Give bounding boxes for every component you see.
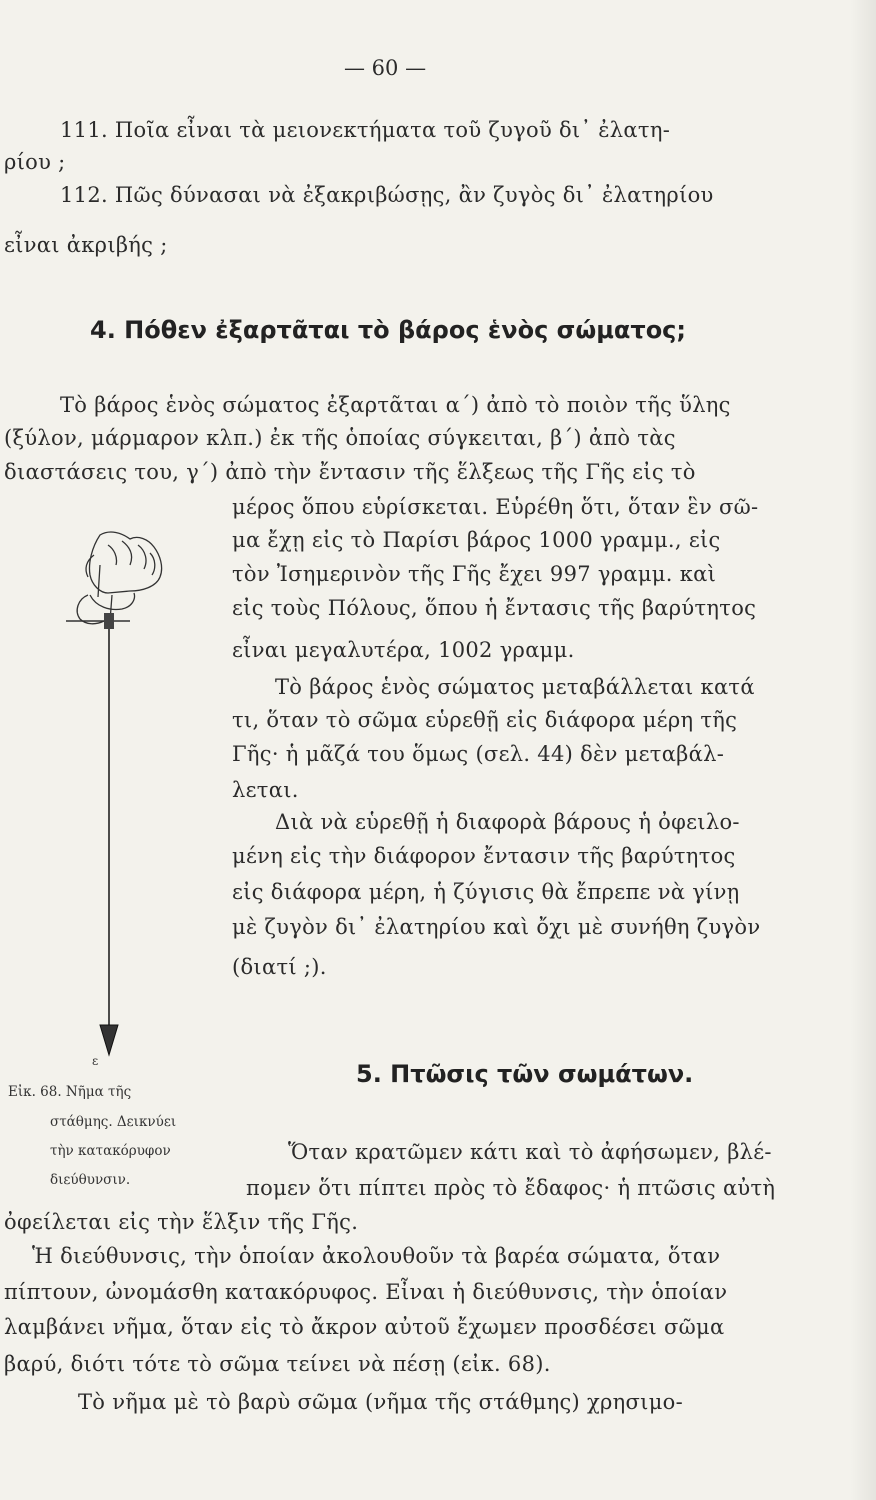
figure-caption-line: διεύθυνσιν. bbox=[50, 1172, 131, 1188]
paragraph-line: εἰς τοὺς Πόλους, ὅπου ἡ ἔντασις τῆς βαρύτητος bbox=[232, 596, 757, 620]
paragraph-line: μέρος ὅπου εὑρίσκεται. Εὑρέθη ὅτι, ὅταν ἓν σῶ- bbox=[232, 495, 759, 519]
paragraph-line: Ὅταν κρατῶμεν κάτι καὶ τὸ ἀφήσωμεν, βλέ- bbox=[288, 1140, 772, 1164]
paragraph-line: μένη εἰς τὴν διάφορον ἔντασιν τῆς βαρύτητος bbox=[232, 844, 736, 868]
paragraph-line: εἰς διάφορα μέρη, ἡ ζύγισις θὰ ἔπρεπε νὰ γίνῃ bbox=[232, 880, 740, 904]
string-knot bbox=[104, 613, 114, 629]
plumb-line-figure bbox=[60, 525, 190, 1075]
paragraph-line: τι, ὅταν τὸ σῶμα εὑρεθῇ εἰς διάφορα μέρη τῆς bbox=[232, 708, 738, 732]
paragraph-line: Τὸ βάρος ἑνὸς σώματος ἐξαρτᾶται α΄) ἀπὸ τὸ ποιὸν τῆς ὕλης bbox=[60, 393, 731, 417]
figure-mark: ε bbox=[92, 1054, 99, 1068]
paragraph-line: μὲ ζυγὸν δι᾽ ἐλατηρίου καὶ ὄχι μὲ συνήθη ζυγὸν bbox=[232, 915, 761, 939]
paragraph-line: πίπτουν, ὠνομάσθη κατακόρυφος. Εἶναι ἡ διεύθυνσις, τὴν ὁποίαν bbox=[4, 1280, 728, 1304]
paragraph-line: πομεν ὅτι πίπτει πρὸς τὸ ἔδαφος· ἡ πτῶσις αὐτὴ bbox=[246, 1176, 776, 1200]
paragraph-line: (διατί ;). bbox=[232, 955, 327, 979]
paragraph-line: (ξύλον, μάρμαρον κλπ.) ἐκ τῆς ὁποίας σύγκειται, β΄) ἀπὸ τὰς bbox=[4, 426, 676, 450]
paragraph-line: λεται. bbox=[232, 778, 299, 802]
figure-caption-line: Εἰκ. 68. Νῆμα τῆς bbox=[8, 1084, 132, 1100]
paragraph-line: Διὰ νὰ εὑρεθῇ ἡ διαφορὰ βάρους ἡ ὀφειλο- bbox=[275, 810, 740, 834]
paragraph-line: βαρύ, διότι τότε τὸ σῶμα τείνει νὰ πέσῃ (εἰκ. 68). bbox=[4, 1352, 551, 1376]
paragraph-line: εἶναι μεγαλυτέρα, 1002 γραμμ. bbox=[232, 638, 575, 662]
question-112-line1: 112. Πῶς δύνασαι νὰ ἐξακριβώσῃς, ἂν ζυγὸς δι᾽ ἐλατηρίου bbox=[60, 183, 714, 207]
paragraph-line: μα ἔχῃ εἰς τὸ Παρίσι βάρος 1000 γραμμ., εἰς bbox=[232, 528, 721, 552]
paragraph-line: διαστάσεις του, γ΄) ἀπὸ τὴν ἔντασιν τῆς ἕλξεως τῆς Γῆς εἰς τὸ bbox=[4, 460, 696, 484]
paragraph-line: λαμβάνει νῆμα, ὅταν εἰς τὸ ἄκρον αὐτοῦ ἔχωμεν προσδέσει σῶμα bbox=[4, 1315, 725, 1339]
paragraph-line: Τὸ νῆμα μὲ τὸ βαρὺ σῶμα (νῆμα τῆς στάθμης) χρησιμο- bbox=[78, 1390, 684, 1414]
paragraph-line: Γῆς· ἡ μᾶζά του ὅμως (σελ. 44) δὲν μεταβάλ- bbox=[232, 742, 725, 766]
figure-caption-line: στάθμης. Δεικνύει bbox=[50, 1114, 177, 1130]
question-111-line2: ρίου ; bbox=[4, 150, 66, 174]
hand-illustration bbox=[77, 532, 161, 624]
paragraph-line: τὸν Ἰσημερινὸν τῆς Γῆς ἔχει 997 γραμμ. καὶ bbox=[232, 562, 717, 586]
page-edge-shadow bbox=[850, 0, 876, 1500]
page-number: — 60 — bbox=[344, 56, 427, 80]
figure-caption-line: τὴν κατακόρυφον bbox=[50, 1143, 171, 1159]
question-112-line2: εἶναι ἀκριβής ; bbox=[4, 233, 168, 257]
paragraph-line: ὀφείλεται εἰς τὴν ἕλξιν τῆς Γῆς. bbox=[4, 1210, 359, 1234]
paragraph-line: Τὸ βάρος ἑνὸς σώματος μεταβάλλεται κατά bbox=[275, 675, 755, 699]
question-111-line1: 111. Ποῖα εἶναι τὰ μειονεκτήματα τοῦ ζυγοῦ δι᾽ ἐλατη- bbox=[60, 118, 671, 142]
section-4-heading: 4. Πόθεν ἐξαρτᾶται τὸ βάρος ἑνὸς σώματος; bbox=[90, 316, 687, 344]
section-5-heading: 5. Πτῶσις τῶν σωμάτων. bbox=[356, 1060, 694, 1088]
plumb-bob bbox=[100, 1025, 118, 1055]
paragraph-line: Ἡ διεύθυνσις, τὴν ὁποίαν ἀκολουθοῦν τὰ βαρέα σώματα, ὅταν bbox=[32, 1244, 721, 1268]
